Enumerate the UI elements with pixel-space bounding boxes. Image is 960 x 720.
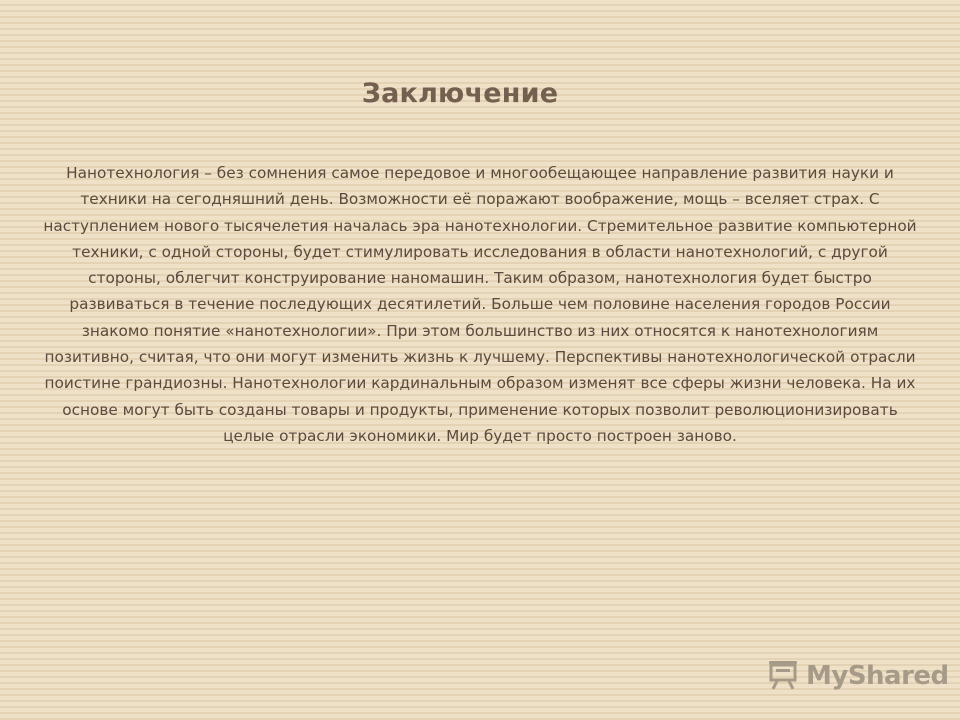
presentation-board-icon: [766, 657, 800, 695]
slide-body-text: Нанотехнология – без сомнения самое передовое и многообещающее направление развития науки и техники на сегодняшний день. Возможности её поражают воображение, мощь – вселяет страх. С наступлением нового тысячелетия началась эра нанотехнологии. Стремительное развитие компьютерной техники, с одной стороны, будет стимулировать исследования в области нанотехнологий, с другой стороны, облегчит конструирование наномашин. Таким образом, нанотехнология будет быстро развиваться в течение последующих десятилетий. Больше чем половине населения городов России знакомо понятие «нанотехнологии». При этом большинство из них относятся к нанотехнологиям позитивно, считая, что они могут изменить жизнь к лучшему. Перспективы нанотехнологической отрасли поистине грандиозны. Нанотехнологии кардинальным образом изменят все сферы жизни человека. На их основе могут быть созданы товары и продукты, применение которых позволит революционизировать целые отрасли экономики. Мир будет просто построен заново.: [43, 164, 917, 445]
myshared-watermark[interactable]: [766, 656, 949, 696]
slide-title: Заключение: [361, 78, 559, 109]
watermark-text: MyShared: [806, 661, 949, 691]
